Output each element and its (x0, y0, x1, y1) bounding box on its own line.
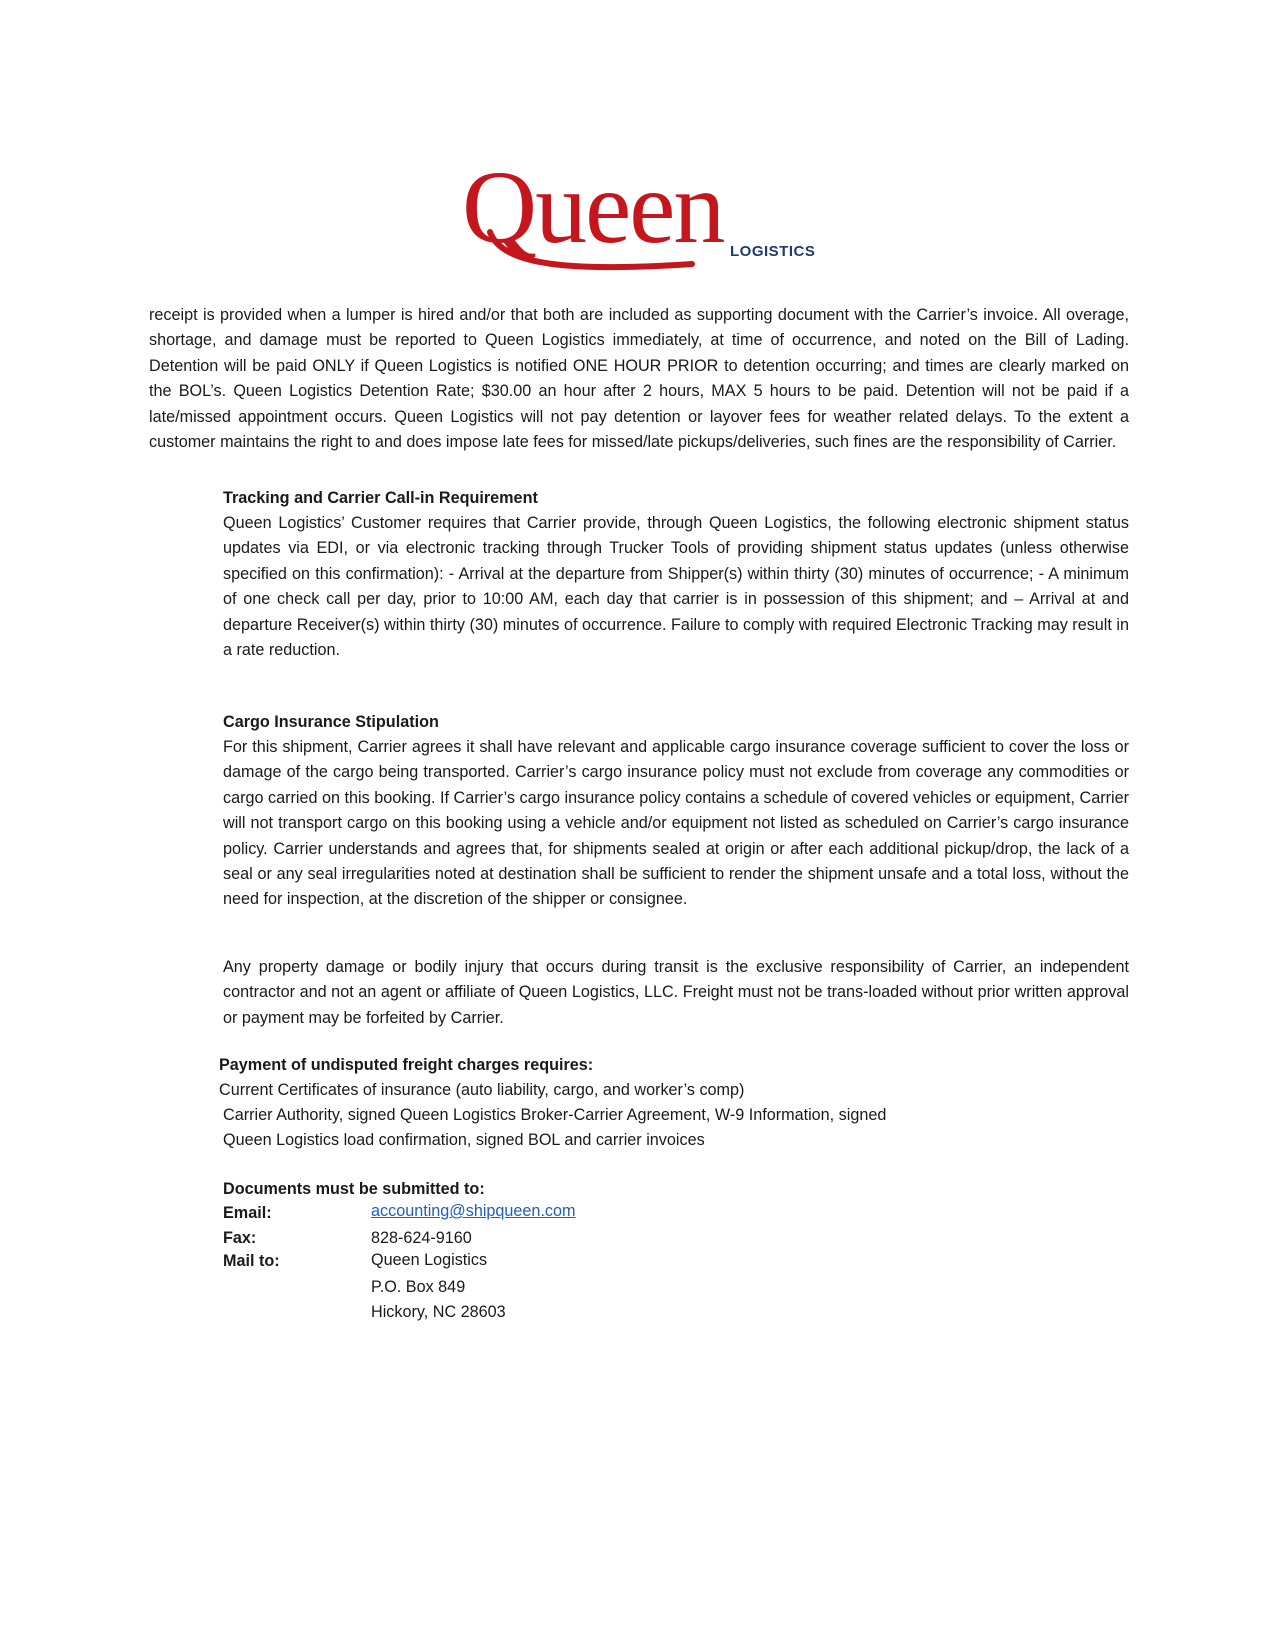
payment-requirement-line: Carrier Authority, signed Queen Logistics Broker-Carrier Agreement, W-9 Information, signed (223, 1106, 887, 1124)
submit-heading: Documents must be submitted to: (223, 1180, 485, 1198)
logo-graphic (462, 160, 834, 290)
mail-address-line: Queen Logistics (371, 1251, 488, 1269)
mail-address-line: Hickory, NC 28603 (371, 1303, 506, 1321)
fax-label: Fax: (223, 1229, 257, 1247)
mail-label: Mail to: (223, 1252, 280, 1270)
cargo-paragraph: For this shipment, Carrier agrees it shall have relevant and applicable cargo insurance coverage sufficient to cover the loss or damage of the cargo being transported. Carrier’s cargo insurance policy must not exclude from coverage any commodities or cargo carried on this booking. If Carrier’s cargo insurance policy contains a schedule of covered vehicles or equipment, Carrier will not transport cargo on this booking using a vehicle and/or equipment not listed as scheduled on Carrier’s cargo insurance policy. Carrier understands and agrees that, for shipments sealed at origin or after each additional pickup/drop, the lack of a seal or any seal irregularities noted at destination shall be sufficient to render the shipment unsafe and a total loss, without the need for inspection, at the discretion of the shipper or consignee. (223, 738, 1129, 909)
cargo-heading: Cargo Insurance Stipulation (223, 713, 439, 731)
email-link[interactable]: accounting@shipqueen.com (371, 1202, 576, 1220)
payment-heading: Payment of undisputed freight charges requires: (219, 1056, 594, 1074)
payment-requirement-line: Current Certificates of insurance (auto liability, cargo, and worker’s comp) (219, 1081, 745, 1099)
email-label: Email: (223, 1204, 272, 1222)
mail-address-line: P.O. Box 849 (371, 1278, 466, 1296)
intro-paragraph: receipt is provided when a lumper is hired and/or that both are included as supporting document with the Carrier’s invoice. All overage, shortage, and damage must be reported to Queen Logistics immediately, at time of occurrence, and noted on the Bill of Lading. Detention will be paid ONLY if Queen Logistics is notified ONE HOUR PRIOR to detention occurring; and times are clearly marked on the BOL’s. Queen Logistics Detention Rate; $30.00 an hour after 2 hours, MAX 5 hours to be paid. Detention will not be paid if a late/missed appointment occurs. Queen Logistics will not pay detention or layover fees for weather related delays. To the extent a customer maintains the right to and does impose late fees for missed/late pickups/deliveries, such fines are the responsibility of Carrier. (149, 306, 1129, 452)
tracking-heading: Tracking and Carrier Call-in Requirement (223, 489, 538, 507)
payment-requirement-line: Queen Logistics load confirmation, signed BOL and carrier invoices (223, 1131, 705, 1149)
liability-paragraph: Any property damage or bodily injury that occurs during transit is the exclusive responsibility of Carrier, an independent contractor and not an agent or affiliate of Queen Logistics, LLC. Freight must not be trans-loaded without prior written approval or payment may be forfeited by Carrier. (223, 958, 1129, 1027)
logo-subtext: LOGISTICS (730, 243, 816, 260)
tracking-paragraph: Queen Logistics’ Customer requires that Carrier provide, through Queen Logistics, the following electronic shipment status updates via EDI, or via electronic tracking through Trucker Tools of providing shipment status updates (unless otherwise specified on this confirmation): - Arrival at the departure from Shipper(s) within thirty (30) minutes of occurrence; - A minimum of one check call per day, prior to 10:00 AM, each day that carrier is in possession of this shipment; and – Arrival at and departure Receiver(s) within thirty (30) minutes of occurrence. Failure to comply with required Electronic Tracking may result in a rate reduction. (223, 514, 1129, 660)
queen-logistics-logo (462, 160, 834, 290)
fax-number: 828-624-9160 (371, 1229, 472, 1247)
logo-wordmark: Queen (462, 160, 724, 265)
